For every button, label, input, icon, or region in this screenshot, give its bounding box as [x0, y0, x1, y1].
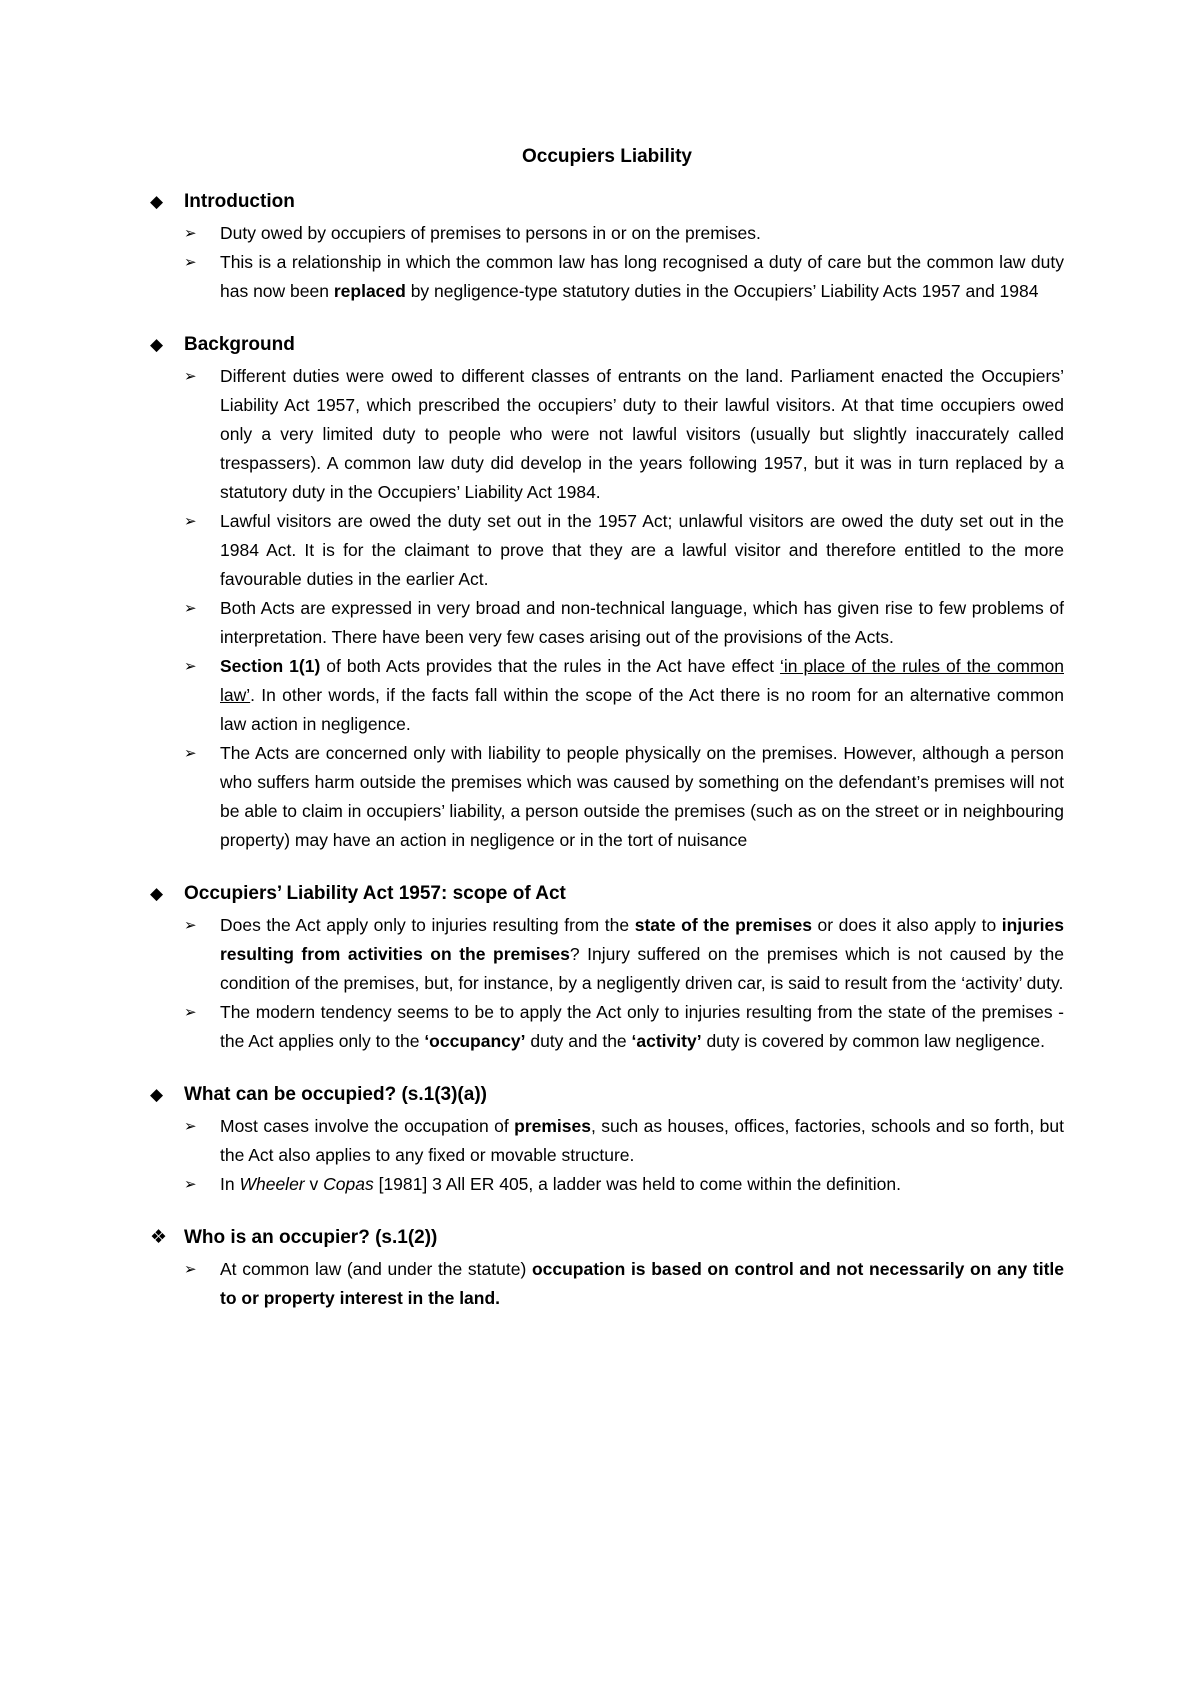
section-heading — [150, 190, 1064, 214]
item-text: Different duties were owed to different classes of entrants on the land. Parliament enacted the Occupiers’ Liability Act 1957, which prescribed the occupiers’ duty to their lawful visitors. At that time occupiers owed only a very limited duty to people who were not lawful visitors (usually but slightly inaccurately called trespassers). A common law duty did develop in the years following 1957, but it was in turn replaced by a statutory duty in the Occupiers’ Liability Act 1984. — [220, 366, 1064, 502]
emphasis: ‘activity’ — [631, 1031, 702, 1051]
item-text: At common law (and under the statute) occupation is based on control and not necessarily on any title to or property interest in the land. — [220, 1259, 1064, 1308]
arrow-bullet-icon: ➢ — [184, 1176, 197, 1193]
underlined-quote: ‘in place of the rules of the common law’ — [220, 656, 1064, 705]
item-text: Section 1(1) of both Acts provides that the rules in the Act have effect ‘in place of the rules of the common law’. In other words, if the facts fall within the scope of the Act there is no room for an alternative common law action in negligence. — [220, 656, 1064, 734]
emphasis: ‘occupancy’ — [424, 1031, 526, 1051]
section-background — [150, 333, 1064, 855]
item-text: Most cases involve the occupation of premises, such as houses, offices, factories, schools and so forth, but the Act also applies to any fixed or movable structure. — [220, 1116, 1064, 1165]
diamond-bullet-icon: ◆ — [150, 884, 164, 903]
bullet-list — [150, 1255, 1064, 1313]
list-item — [150, 594, 1064, 652]
case-name: Wheeler — [239, 1174, 305, 1194]
bullet-list — [150, 362, 1064, 855]
arrow-bullet-icon: ➢ — [184, 513, 197, 530]
bullet-list — [150, 911, 1064, 1056]
arrow-bullet-icon: ➢ — [184, 1118, 197, 1135]
item-text: Lawful visitors are owed the duty set out in the 1957 Act; unlawful visitors are owed the duty set out in the 1984 Act. It is for the claimant to prove that they are a lawful visitor and therefore entitled to the more favourable duties in the earlier Act. — [220, 511, 1064, 589]
section-heading — [150, 333, 1064, 357]
diamond-bullet-icon: ◆ — [150, 1085, 164, 1104]
list-item — [150, 219, 1064, 248]
item-text: Does the Act apply only to injuries resulting from the state of the premises or does it also apply to injuries resulting from activities on the premises? Injury suffered on the premises which is not caused by the condition of the premises, but, for instance, by a negligently driven car, is said to result from the ‘activity’ duty. — [220, 915, 1065, 993]
arrow-bullet-icon: ➢ — [184, 1261, 197, 1278]
list-item — [150, 1112, 1064, 1170]
list-item — [150, 248, 1064, 306]
list-item — [150, 1170, 1064, 1199]
item-text: This is a relationship in which the common law has long recognised a duty of care but the common law duty has now been replaced by negligence-type statutory duties in the Occupiers’ Liability Acts 1957 and 1984 — [220, 252, 1064, 301]
diamond-bullet-icon: ◆ — [150, 335, 164, 354]
arrow-bullet-icon: ➢ — [184, 1004, 197, 1021]
list-item — [150, 652, 1064, 739]
item-text: In Wheeler v Copas [1981] 3 All ER 405, a ladder was held to come within the definition. — [220, 1174, 901, 1194]
emphasis: injuries resulting from activities on the premises — [220, 915, 1064, 964]
heading-text: Introduction — [184, 191, 295, 212]
page-title: Occupiers Liability — [522, 146, 692, 167]
four-diamond-bullet-icon: ❖ — [150, 1227, 168, 1248]
section-heading — [150, 1083, 1064, 1107]
item-text: Both Acts are expressed in very broad and non-technical language, which has given rise to few problems of interpretation. There have been very few cases arising out of the provisions of the Acts. — [220, 598, 1064, 647]
case-name: Copas — [323, 1174, 374, 1194]
bullet-list — [150, 219, 1064, 306]
section-introduction — [150, 190, 1064, 306]
list-item — [150, 362, 1064, 507]
arrow-bullet-icon: ➢ — [184, 917, 197, 934]
emphasis: state of the premises — [634, 915, 812, 935]
emphasis: occupation is based on control and not necessarily on any title to or property interest in the land. — [220, 1259, 1064, 1308]
arrow-bullet-icon: ➢ — [184, 658, 197, 675]
heading-text: Occupiers’ Liability Act 1957: scope of Act — [184, 883, 566, 904]
heading-text: Background — [184, 334, 295, 355]
list-item — [150, 998, 1064, 1056]
heading-text: Who is an occupier? (s.1(2)) — [184, 1227, 438, 1248]
item-text: Duty owed by occupiers of premises to persons in or on the premises. — [220, 223, 761, 243]
emphasis: Section 1(1) — [220, 656, 321, 676]
arrow-bullet-icon: ➢ — [184, 368, 197, 385]
item-text: The Acts are concerned only with liability to people physically on the premises. However, although a person who suffers harm outside the premises which was caused by something on the defendant’s premises will not be able to claim in occupiers’ liability, a person outside the premises (such as on the street or in neighbouring property) may have an action in negligence or in the tort of nuisance — [220, 743, 1064, 850]
bullet-list — [150, 1112, 1064, 1199]
list-item — [150, 911, 1064, 998]
section-heading — [150, 882, 1064, 906]
section-scope-of-act — [150, 882, 1064, 1056]
section-heading — [150, 1226, 1064, 1250]
list-item — [150, 507, 1064, 594]
emphasis: replaced — [333, 281, 406, 301]
section-what-can-be-occupied — [150, 1083, 1064, 1199]
arrow-bullet-icon: ➢ — [184, 745, 197, 762]
diamond-bullet-icon: ◆ — [150, 192, 164, 211]
list-item — [150, 1255, 1064, 1313]
section-who-is-an-occupier — [150, 1226, 1064, 1313]
list-item — [150, 739, 1064, 855]
arrow-bullet-icon: ➢ — [184, 225, 197, 242]
arrow-bullet-icon: ➢ — [184, 254, 197, 271]
item-text: The modern tendency seems to be to apply the Act only to injuries resulting from the state of the premises - the Act applies only to the ‘occupancy’ duty and the ‘activity’ duty is covered by common law negligence. — [220, 1002, 1064, 1051]
heading-text: What can be occupied? (s.1(3)(a)) — [184, 1084, 487, 1105]
arrow-bullet-icon: ➢ — [184, 600, 197, 617]
emphasis: premises — [514, 1116, 591, 1136]
